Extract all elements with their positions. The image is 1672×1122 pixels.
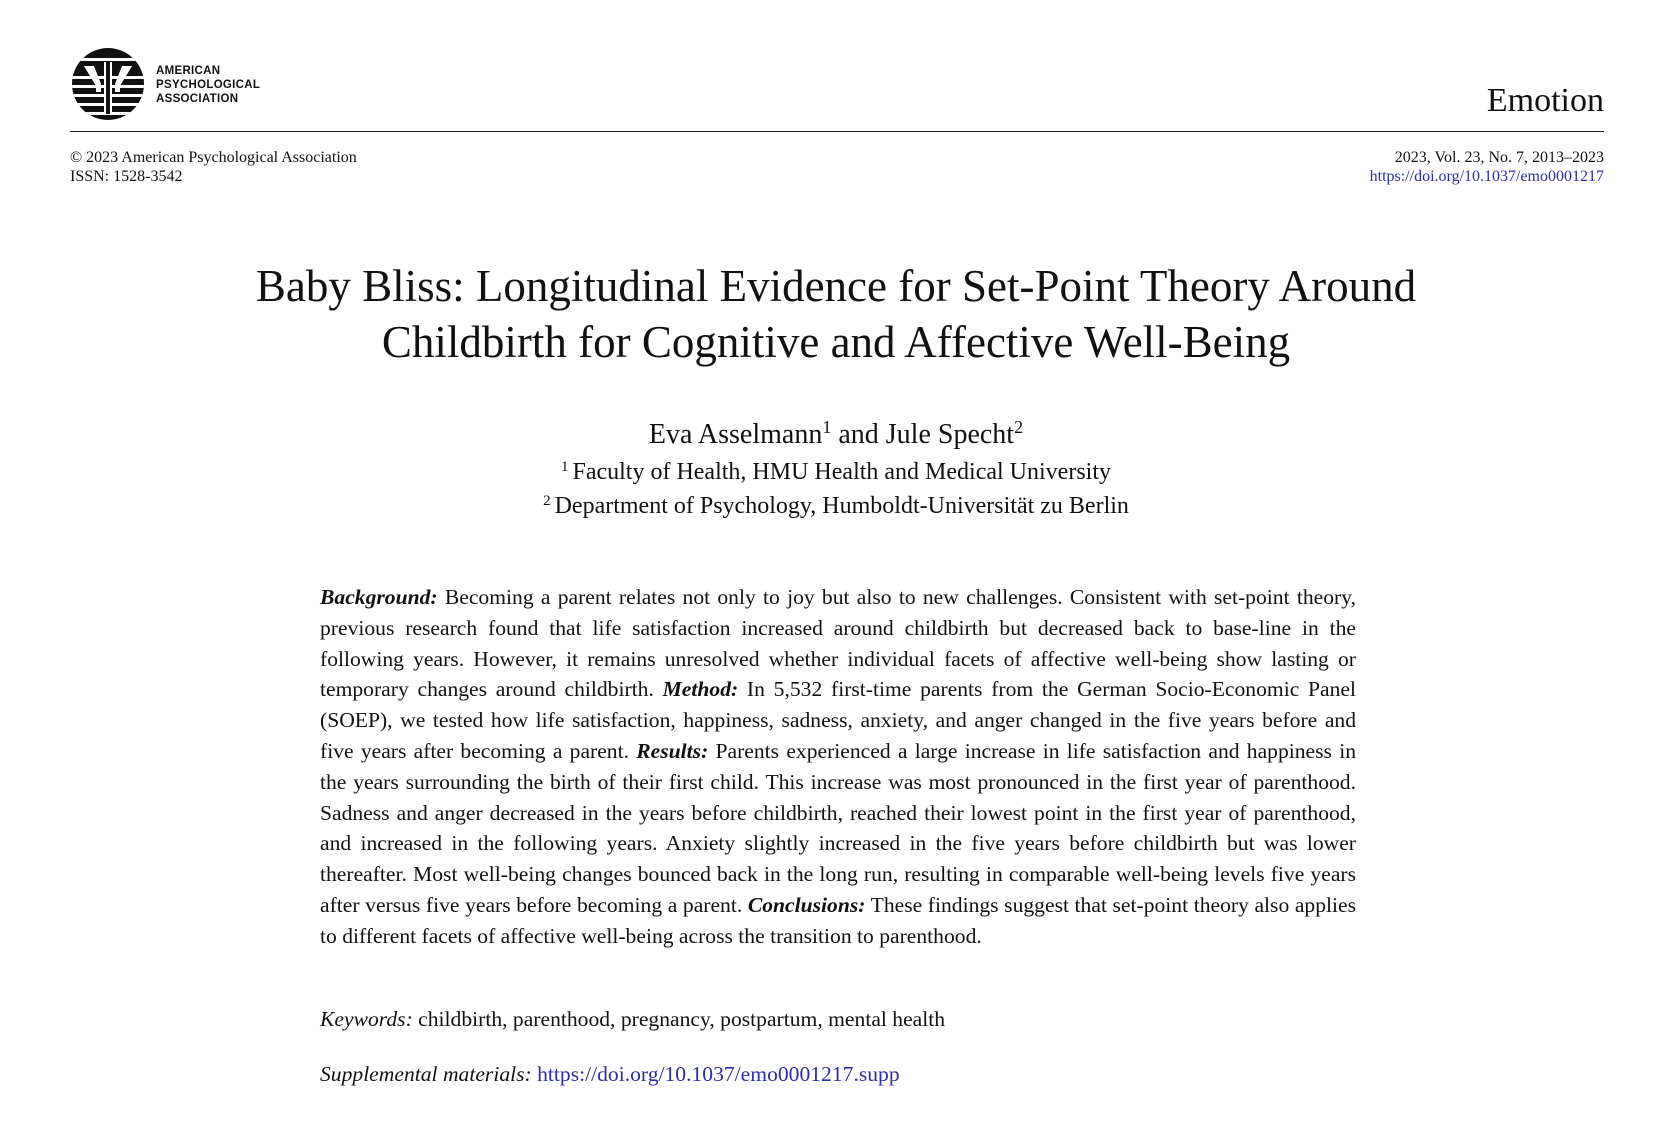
abstract-label-method: Method: xyxy=(662,677,739,702)
volume-info: 2023, Vol. 23, No. 7, 2013–2023 xyxy=(1394,149,1604,166)
affiliation-text: Faculty of Health, HMU Health and Medical University xyxy=(572,459,1112,485)
author-affil-marker: 2 xyxy=(1014,417,1024,437)
org-line: ASSOCIATION xyxy=(156,93,239,105)
abstract-label-background: Background: xyxy=(320,585,438,609)
org-name xyxy=(156,64,260,106)
abstract xyxy=(320,582,1356,952)
supplemental-link[interactable]: https://doi.org/10.1037/emo0001217.supp xyxy=(537,1062,900,1086)
affiliation-marker: 1 xyxy=(560,459,569,475)
keywords-label: Keywords: xyxy=(320,1007,413,1031)
title-line: Childbirth for Cognitive and Affective Well-Being xyxy=(381,317,1291,367)
author-affil-marker: 1 xyxy=(822,417,832,437)
article-title xyxy=(0,258,1672,370)
apa-logo xyxy=(70,46,280,122)
org-line: PSYCHOLOGICAL xyxy=(156,79,261,91)
affiliation-marker: 2 xyxy=(543,493,551,509)
author-name: Jule Specht xyxy=(885,419,1015,450)
org-line: AMERICAN xyxy=(156,65,221,77)
affiliation xyxy=(0,489,1672,523)
issn: ISSN: 1528-3542 xyxy=(70,168,183,185)
abstract-text-background: Becoming a parent relates not only to joy but also to new challenges. Consistent with set-point theory, previous research found that life satisfaction increased around childbirth but decreased back to base-line in the following years. However, it remains unresolved whether individual facets of affective well-being show lasting or temporary changes around childbirth. xyxy=(320,585,1356,702)
author-joiner: and xyxy=(831,419,886,450)
affiliation xyxy=(0,455,1672,489)
journal-name: Emotion xyxy=(1486,82,1604,119)
author-list xyxy=(0,418,1672,452)
abstract-text-conclusions: These findings suggest that set-point theory also applies to different facets of affective well-being across the transition to parenthood. xyxy=(320,892,1356,948)
copyright-notice: © 2023 American Psychological Association xyxy=(70,149,357,166)
title-line: Baby Bliss: Longitudinal Evidence for Set-Point Theory Around xyxy=(255,261,1417,311)
doi-link[interactable]: https://doi.org/10.1037/emo0001217 xyxy=(1369,168,1604,185)
keywords xyxy=(320,1004,1356,1034)
keywords-text: childbirth, parenthood, pregnancy, postpartum, mental health xyxy=(412,1007,946,1031)
affiliation-text: Department of Psychology, Humboldt-Universität zu Berlin xyxy=(554,493,1129,519)
abstract-text-results: Parents experienced a large increase in life satisfaction and happiness in the years surrounding the birth of their first child. This increase was most pronounced in the first year of parenthood. Sadness and anger decreased in the years before childbirth, reached their lowest point in the first year of parenthood, and increased in the following years. Anxiety slightly increased in the five years before childbirth but was lower thereafter. Most well-being changes bounced back in the long run, resulting in comparable well-being levels five years after versus five years before becoming a parent. xyxy=(320,738,1356,917)
apa-psi-logo-icon xyxy=(70,46,146,122)
header-divider xyxy=(70,131,1604,132)
abstract-text-method: In 5,532 first-time parents from the German Socio-Economic Panel (SOEP), we tested how life satisfaction, happiness, sadness, anxiety, and anger changed in the five years before and five years after becoming a parent. xyxy=(320,677,1357,763)
publication-meta-right xyxy=(1370,148,1604,186)
publication-meta-left xyxy=(70,148,357,186)
affiliation-list xyxy=(0,455,1672,523)
author-name: Eva Asselmann xyxy=(648,419,823,450)
abstract-label-conclusions: Conclusions: xyxy=(747,892,866,917)
supplemental-materials xyxy=(320,1059,1356,1089)
supplemental-label: Supplemental materials: xyxy=(320,1062,532,1086)
abstract-label-results: Results: xyxy=(636,738,709,763)
